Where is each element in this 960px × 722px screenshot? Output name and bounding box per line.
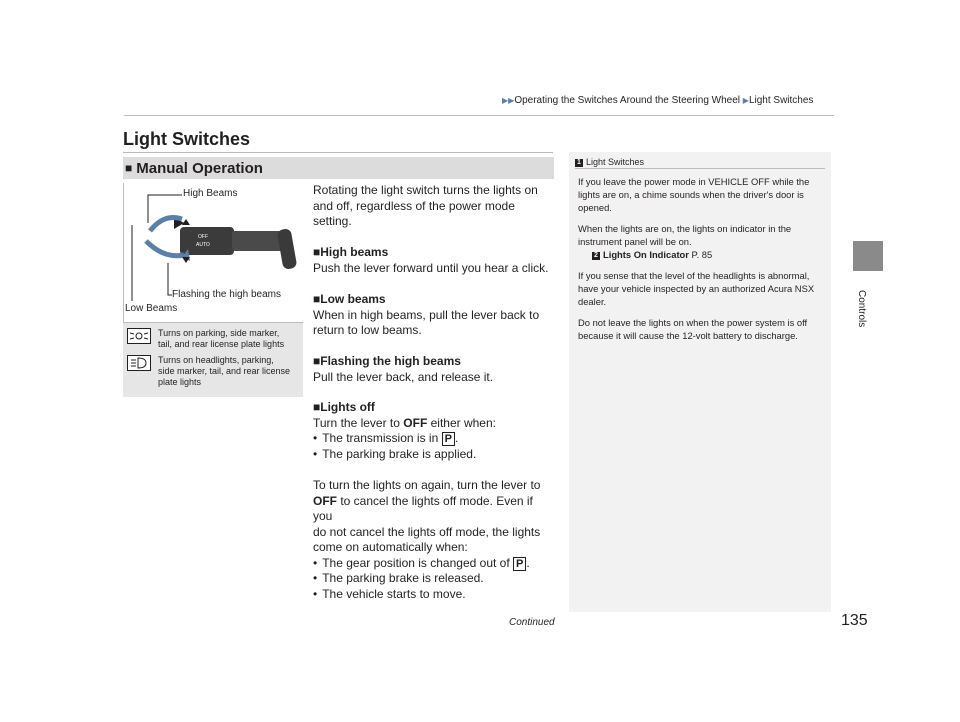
gear-p-icon: P xyxy=(442,432,455,446)
breadcrumb xyxy=(502,95,813,106)
list-item: • The parking brake is applied. xyxy=(313,447,553,463)
list-item: • The vehicle starts to move. xyxy=(313,587,553,603)
chapter-label: Controls xyxy=(856,290,867,328)
lights-off-section: ■Lights off Turn the lever to OFF either when: • The transmission is in P . • The parking brake is applied. xyxy=(313,400,553,462)
page-number: 135 xyxy=(841,612,868,629)
chapter-tab[interactable] xyxy=(853,241,883,271)
page-title: Light Switches xyxy=(123,129,251,149)
side-note-divider xyxy=(575,168,825,169)
high-beams-heading: High beams xyxy=(320,245,389,259)
gear-p-icon: P xyxy=(513,557,526,571)
flashing-section: ■Flashing the high beams Pull the lever back, and release it. xyxy=(313,354,553,385)
chevron-icon: ▶ xyxy=(742,96,749,105)
title-divider xyxy=(123,152,553,153)
reference-link[interactable]: Lights On Indicator xyxy=(603,249,689,260)
low-beams-heading: Low beams xyxy=(320,292,386,306)
breadcrumb-item[interactable]: Operating the Switches Around the Steering Wheel xyxy=(514,95,741,106)
legend-parking: Turns on parking, side marker, tail, and rear license plate lights xyxy=(158,328,285,349)
lever-auto-text: AUTO xyxy=(196,242,210,248)
high-beams-text: Push the lever forward until you hear a click. xyxy=(313,260,549,275)
list-item: • The transmission is in P . xyxy=(313,431,553,447)
side-note-heading: 1 Light Switches xyxy=(575,157,644,167)
header-divider xyxy=(124,115,834,116)
legend-headlights: Turns on headlights, parking, side marker, tail, and rear license plate lights xyxy=(158,355,291,387)
figure-box xyxy=(123,183,303,397)
low-beams-section: ■Low beams When in high beams, pull the lever back to return to low beams. xyxy=(313,292,540,337)
figure-illustration xyxy=(123,183,303,323)
note-marker-icon: 1 xyxy=(575,159,583,167)
continued-label: Continued xyxy=(509,617,555,628)
breadcrumb-item[interactable]: Light Switches xyxy=(748,95,814,106)
section-title: Manual Operation xyxy=(136,160,263,177)
light-lever-illustration xyxy=(124,183,304,323)
flashing-label: Flashing the high beams xyxy=(172,289,281,300)
parking-light-icon xyxy=(127,328,151,344)
list-item: • The gear position is changed out of P . xyxy=(313,556,553,572)
flashing-heading: Flashing the high beams xyxy=(320,354,461,368)
reference-icon: 2 xyxy=(592,252,600,260)
list-item: • The parking brake is released. xyxy=(313,571,553,587)
high-beams-label: High Beams xyxy=(183,188,238,199)
lever-off-text: OFF xyxy=(198,234,208,240)
lights-off-heading: Lights off xyxy=(320,400,375,414)
high-beams-section: ■High beams Push the lever forward until you hear a click. xyxy=(313,245,553,276)
lights-on-section: To turn the lights on again, turn the lever to OFF to cancel the lights off mode. Even if you do not cancel the lights off mode, the lights come on automatically when: • The gear position is changed out of P . • The parking brake is released. • The vehicle starts to move. xyxy=(313,478,553,602)
flashing-text: Pull the lever back, and release it. xyxy=(313,369,494,384)
low-beams-label: Low Beams xyxy=(125,303,178,314)
section-heading xyxy=(123,157,554,179)
intro-paragraph: Rotating the light switch turns the lights on and off, regardless of the power mode setting. xyxy=(313,183,538,228)
side-note-body: If you leave the power mode in VEHICLE OFF while the lights are on, a chime sounds when the driver's door is opened. When the lights are on, the lights on indicator in the instrument panel will be on. 2 Lights On Indicator P. 85 If you sense that the level of the headlights is abnormal, have your vehicle inspected by an authorized Acura NSX dealer. Do not leave the lights on when the power system is off because it will cause the 12-volt battery to discharge. xyxy=(578,176,815,341)
square-bullet-icon: ■ xyxy=(125,161,133,175)
headlight-icon xyxy=(127,355,151,371)
double-chevron-icon: ▶▶ xyxy=(502,96,515,105)
